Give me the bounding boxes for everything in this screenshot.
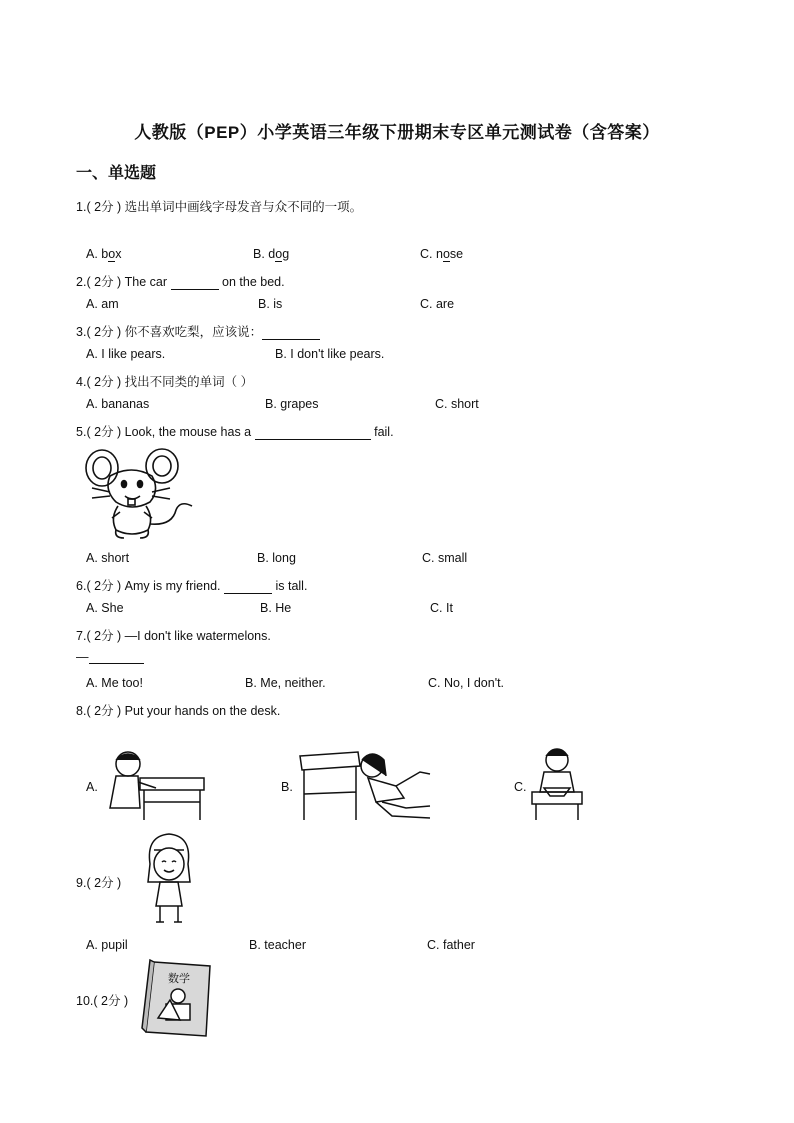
- question-7: 7.( 2分 ) —I don't like watermelons.: [76, 629, 271, 643]
- boy-hand-under-desk-illustration: [100, 748, 208, 820]
- q3-option-a[interactable]: A. I like pears.: [86, 347, 166, 361]
- girl-pupil-illustration: [138, 830, 200, 926]
- q5-option-b[interactable]: B. long: [257, 551, 296, 565]
- q7-option-b[interactable]: B. Me, neither.: [245, 676, 326, 690]
- q6-option-a[interactable]: A. She: [86, 601, 124, 615]
- question-3: 3.( 2分 ) 你不喜欢吃梨，应该说：: [76, 322, 320, 340]
- question-8: 8.( 2分 ) Put your hands on the desk.: [76, 704, 281, 718]
- q9-option-b[interactable]: B. teacher: [249, 938, 306, 952]
- q6-option-b[interactable]: B. He: [260, 601, 292, 615]
- question-10: 10.( 2分 ): [76, 994, 129, 1008]
- q4-option-c[interactable]: C. short: [435, 397, 479, 411]
- answer-blank: [255, 427, 371, 440]
- q7-reply-line: —: [76, 650, 144, 664]
- question-9: 9.( 2分 ): [76, 876, 122, 890]
- answer-blank: [89, 651, 144, 664]
- page-title: 人教版（PEP）小学英语三年级下册期末专区单元测试卷（含答案）: [134, 123, 660, 142]
- q1-option-b[interactable]: B. dog: [253, 247, 290, 261]
- question-1: 1.( 2分 ) 选出单词中画线字母发音与众不同的一项。: [76, 200, 363, 214]
- q4-option-b[interactable]: B. grapes: [265, 397, 319, 411]
- math-book-illustration: [140, 958, 214, 1038]
- question-5: 5.( 2分 ) Look, the mouse has a fail.: [76, 425, 394, 439]
- question-6: 6.( 2分 ) Amy is my friend. is tall.: [76, 579, 308, 593]
- q8-option-b[interactable]: B.: [281, 780, 293, 794]
- q7-option-c[interactable]: C. No, I don't.: [428, 676, 505, 690]
- q5-option-a[interactable]: A. short: [86, 551, 130, 565]
- q3-option-b[interactable]: B. I don't like pears.: [275, 347, 385, 361]
- answer-blank: [262, 327, 320, 340]
- q1-option-c[interactable]: C. nose: [420, 247, 464, 261]
- question-4: 4.( 2分 ) 找出不同类的单词（ ）: [76, 375, 254, 389]
- answer-blank: [224, 581, 272, 594]
- q8-option-c[interactable]: C.: [514, 780, 527, 794]
- q5-option-c[interactable]: C. small: [422, 551, 468, 565]
- q8-option-a[interactable]: A.: [86, 780, 98, 794]
- answer-blank: [171, 277, 219, 290]
- boy-reading-at-desk-illustration: [530, 746, 584, 822]
- question-2: 2.( 2分 ) The car on the bed.: [76, 275, 285, 289]
- q9-option-c[interactable]: C. father: [427, 938, 475, 952]
- q7-option-a[interactable]: A. Me too!: [86, 676, 143, 690]
- book-label: 数学: [168, 972, 190, 985]
- mouse-illustration: [80, 446, 196, 540]
- q4-option-a[interactable]: A. bananas: [86, 397, 150, 411]
- q9-option-a[interactable]: A. pupil: [86, 938, 128, 952]
- q6-option-c[interactable]: C. It: [430, 601, 453, 615]
- q2-option-b[interactable]: B. is: [258, 297, 283, 311]
- q2-option-c[interactable]: C. are: [420, 297, 455, 311]
- section-heading: 一、单选题: [76, 165, 157, 182]
- girl-under-desk-illustration: [296, 746, 436, 822]
- q2-option-a[interactable]: A. am: [86, 297, 119, 311]
- q1-option-a[interactable]: A. box: [86, 247, 122, 261]
